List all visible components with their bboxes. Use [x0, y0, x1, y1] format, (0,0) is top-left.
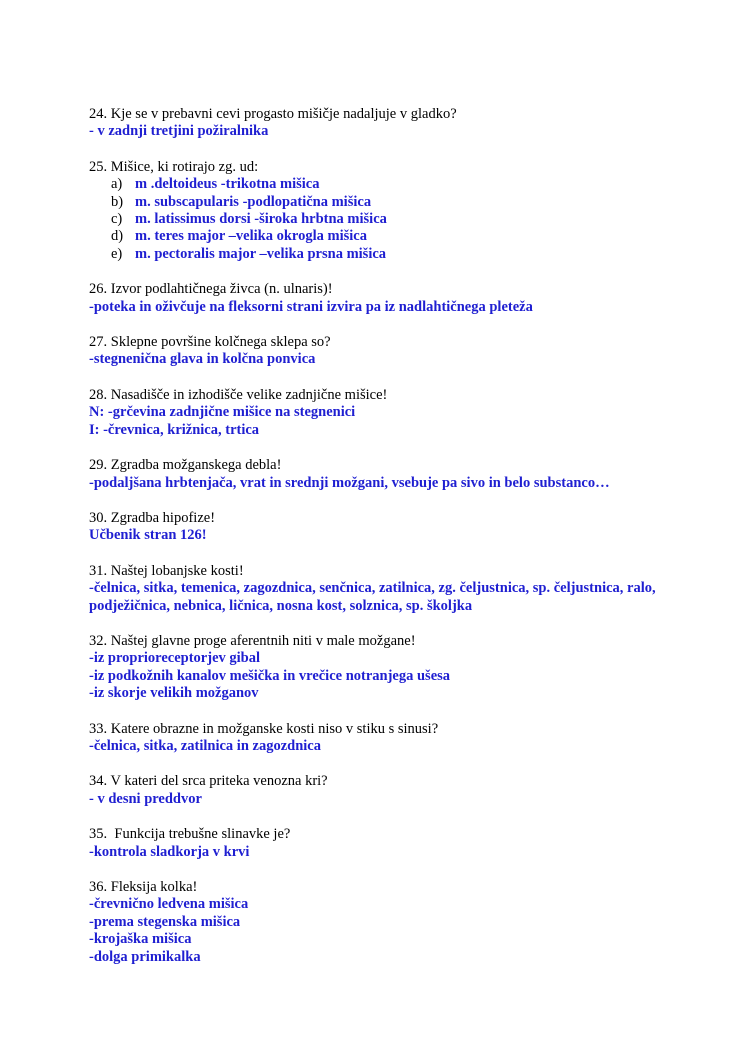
- question-30: [89, 510, 689, 545]
- question-text: 24. Kje se v prebavni cevi progasto mišičje nadaljuje v gladko?: [89, 106, 457, 122]
- question-32: [89, 633, 689, 703]
- question-text: 25. Mišice, ki rotirajo zg. ud:: [89, 158, 259, 175]
- question-31: [89, 563, 689, 615]
- list-marker: d): [111, 228, 124, 245]
- question-text: 33. Katere obrazne in možganske kosti niso v stiku s sinusi?: [89, 720, 439, 737]
- question-text: 36. Fleksija kolka!: [89, 879, 198, 895]
- question-text: 30. Zgradba hipofize!: [89, 509, 216, 526]
- answer-line: -črevnično ledvena mišica: [89, 896, 249, 913]
- list-item: [89, 194, 689, 211]
- question-text: 31. Naštej lobanjske kosti!: [89, 562, 244, 579]
- answer-line: -iz podkožnih kanalov mešička in vrečice notranjega ušesa: [89, 667, 451, 684]
- list-item-text: m. teres major –velika okrogla mišica: [135, 228, 367, 245]
- list-marker: b): [111, 193, 124, 210]
- question-text: 28. Nasadišče in izhodišče velike zadnjične mišice!: [89, 386, 388, 403]
- answer-line: -krojaška mišica: [89, 931, 192, 948]
- answer-line: -čelnica, sitka, zatilnica in zagozdnica: [89, 737, 321, 754]
- question-text: 26. Izvor podlahtičnega živca (n. ulnaris)!: [89, 281, 333, 298]
- question-text: 34. V kateri del srca priteka venozna kri?: [89, 773, 328, 790]
- question-24: [89, 106, 689, 141]
- question-text: 32. Naštej glavne proge aferentnih niti v male možgane!: [89, 632, 416, 649]
- answer-line: -prema stegenska mišica: [89, 913, 241, 930]
- list-marker: a): [111, 176, 123, 193]
- answer-line: -kontrola sladkorja v krvi: [89, 843, 250, 860]
- list-marker: e): [111, 245, 123, 262]
- answer-line: -dolga primikalka: [89, 948, 201, 965]
- answer-line: - v zadnji tretjini požiralnika: [89, 123, 269, 140]
- question-28: [89, 387, 689, 439]
- question-text: 29. Zgradba možganskega debla!: [89, 457, 282, 474]
- question-text: 27. Sklepne površine kolčnega sklepa so?: [89, 334, 331, 351]
- document-body: [89, 106, 689, 984]
- question-25: [89, 159, 689, 263]
- question-29: [89, 457, 689, 492]
- list-item-text: m. pectoralis major –velika prsna mišica: [135, 245, 387, 262]
- answer-list: [89, 176, 689, 263]
- question-27: [89, 334, 689, 369]
- answer-line: I: -črevnica, križnica, trtica: [89, 421, 260, 438]
- list-item-text: m .deltoideus -trikotna mišica: [135, 176, 320, 193]
- list-item-text: m. subscapularis -podlopatična mišica: [135, 193, 372, 210]
- answer-line: -čelnica, sitka, temenica, zagozdnica, senčnica, zatilnica, zg. čeljustnica, sp. čeljustnica, ralo, podježičnica, nebnica, ličnica, nosna kost, solznica, sp. školjka: [89, 580, 656, 614]
- question-36: [89, 879, 689, 966]
- question-text: 35. Funkcija trebušne slinavke je?: [89, 826, 291, 843]
- answer-line: -iz skorje velikih možganov: [89, 685, 259, 702]
- answer-line: -stegnenična glava in kolčna ponvica: [89, 351, 316, 368]
- answer-line: Učbenik stran 126!: [89, 527, 207, 544]
- answer-line: - v desni preddvor: [89, 790, 202, 807]
- question-35: [89, 826, 689, 861]
- answer-line: N: -grčevina zadnjične mišice na stegnenici: [89, 404, 356, 421]
- answer-line: -poteka in oživčuje na fleksorni strani izvira pa iz nadlahtičnega pleteža: [89, 298, 533, 315]
- list-marker: c): [111, 211, 123, 228]
- answer-line: -iz proprioreceptorjev gibal: [89, 650, 261, 667]
- list-item: [89, 211, 689, 228]
- question-33: [89, 721, 689, 756]
- question-26: [89, 281, 689, 316]
- list-item: [89, 246, 689, 263]
- answer-line: -podaljšana hrbtenjača, vrat in srednji možgani, vsebuje pa sivo in belo substanco…: [89, 474, 610, 491]
- list-item: [89, 176, 689, 193]
- list-item: [89, 228, 689, 245]
- list-item-text: m. latissimus dorsi -široka hrbtna mišica: [135, 211, 387, 228]
- question-34: [89, 773, 689, 808]
